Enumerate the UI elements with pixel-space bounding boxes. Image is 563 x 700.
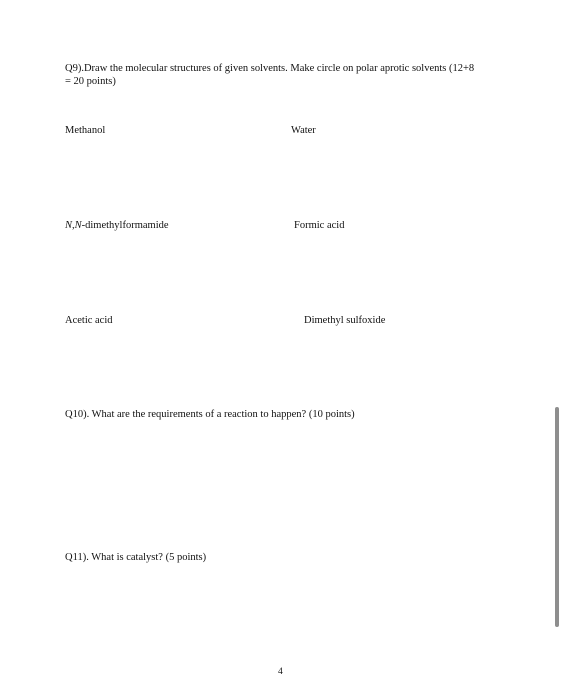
solvent-methanol: Methanol [65,125,106,136]
solvent-dmf-suffix: -dimethylformamide [81,220,169,231]
solvent-water: Water [291,125,316,136]
page-number: 4 [278,667,283,677]
q9-prompt-line1: Q9).Draw the molecular structures of given solvents. Make circle on polar aprotic solvents (12+8 [65,63,475,74]
solvent-dmf-prefix: N,N [65,220,82,231]
solvent-dmf [65,219,169,232]
q11-prompt: Q11). What is catalyst? (5 points) [65,552,207,563]
scrollbar-thumb[interactable] [555,407,559,627]
solvent-formic-acid: Formic acid [294,220,345,231]
q10-prompt: Q10). What are the requirements of a reaction to happen? (10 points) [65,409,355,420]
q9-prompt-line2: = 20 points) [65,76,116,87]
solvent-acetic-acid: Acetic acid [65,315,113,326]
solvent-dmso: Dimethyl sulfoxide [304,315,386,326]
